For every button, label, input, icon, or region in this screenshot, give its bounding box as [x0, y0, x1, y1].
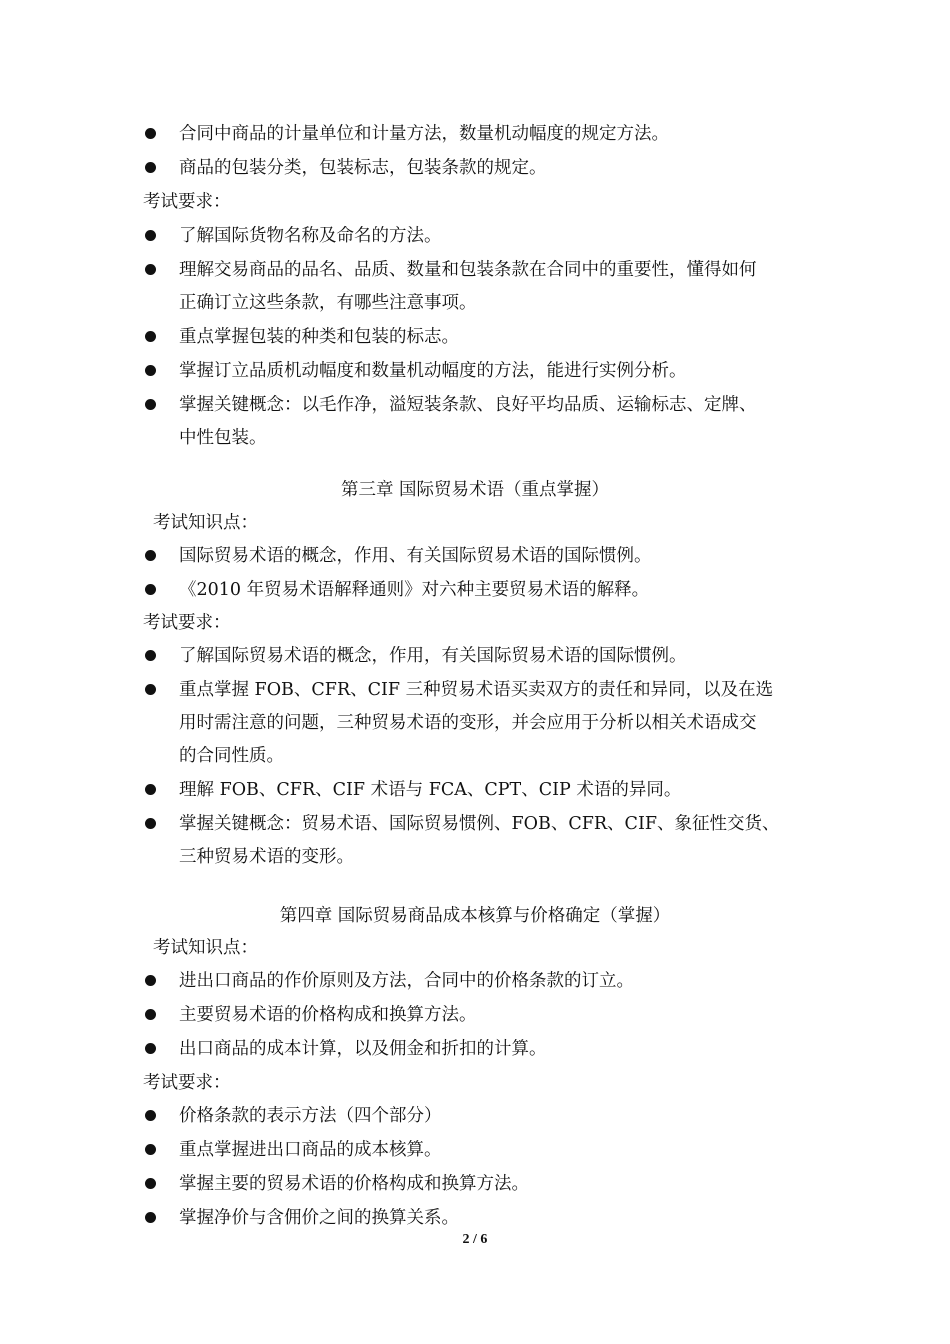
list-item-continuation: 的合同性质。 — [179, 746, 284, 766]
list-item: 了解国际贸易术语的概念，作用，有关国际贸易术语的国际惯例。 — [179, 646, 687, 666]
bullet-icon — [145, 1144, 156, 1155]
bullet-icon — [145, 128, 156, 139]
list-item: 了解国际货物名称及命名的方法。 — [179, 226, 442, 246]
exam-requirements-label: 考试要求： — [143, 192, 231, 212]
bullet-icon — [145, 230, 156, 241]
page-number: 2 / 6 — [462, 1232, 488, 1247]
list-item-continuation: 中性包装。 — [179, 428, 267, 448]
chapter-title: 第三章 国际贸易术语（重点掌握） — [340, 480, 610, 500]
list-item: 主要贸易术语的价格构成和换算方法。 — [179, 1005, 477, 1025]
bullet-icon — [145, 684, 156, 695]
list-item: 掌握主要的贸易术语的价格构成和换算方法。 — [179, 1174, 529, 1194]
list-item: 掌握净价与含佣价之间的换算关系。 — [179, 1208, 459, 1228]
list-item: 重点掌握包装的种类和包装的标志。 — [179, 327, 459, 347]
bullet-icon — [145, 550, 156, 561]
bullet-icon — [145, 584, 156, 595]
exam-knowledge-points-label: 考试知识点： — [153, 513, 258, 533]
bullet-icon — [145, 818, 156, 829]
bullet-icon — [145, 365, 156, 376]
list-item-continuation: 三种贸易术语的变形。 — [179, 847, 354, 867]
bullet-icon — [145, 1009, 156, 1020]
list-item: 理解交易商品的品名、品质、数量和包装条款在合同中的重要性，懂得如何 — [179, 260, 757, 280]
list-item: 《2010 年贸易术语解释通则》对六种主要贸易术语的解释。 — [179, 580, 650, 600]
bullet-icon — [145, 1178, 156, 1189]
exam-requirements-label: 考试要求： — [143, 613, 231, 633]
bullet-icon — [145, 1212, 156, 1223]
bullet-icon — [145, 1110, 156, 1121]
list-item: 出口商品的成本计算，以及佣金和折扣的计算。 — [179, 1039, 547, 1059]
list-item: 掌握关键概念：贸易术语、国际贸易惯例、FOB、CFR、CIF、象征性交货、 — [179, 814, 780, 834]
list-item: 掌握关键概念：以毛作净，溢短装条款、良好平均品质、运输标志、定牌、 — [179, 395, 757, 415]
exam-knowledge-points-label: 考试知识点： — [153, 938, 258, 958]
list-item: 国际贸易术语的概念，作用、有关国际贸易术语的国际惯例。 — [179, 546, 652, 566]
list-item: 商品的包装分类，包装标志，包装条款的规定。 — [179, 158, 547, 178]
bullet-icon — [145, 399, 156, 410]
list-item: 掌握订立品质机动幅度和数量机动幅度的方法，能进行实例分析。 — [179, 361, 687, 381]
bullet-icon — [145, 975, 156, 986]
bullet-icon — [145, 1043, 156, 1054]
list-item: 理解 FOB、CFR、CIF 术语与 FCA、CPT、CIP 术语的异同。 — [179, 780, 682, 800]
bullet-icon — [145, 162, 156, 173]
bullet-icon — [145, 650, 156, 661]
exam-requirements-label: 考试要求： — [143, 1073, 231, 1093]
bullet-icon — [145, 784, 156, 795]
list-item: 价格条款的表示方法（四个部分） — [179, 1106, 442, 1126]
list-item: 重点掌握 FOB、CFR、CIF 三种贸易术语买卖双方的责任和异同，以及在选 — [179, 680, 774, 700]
list-item: 合同中商品的计量单位和计量方法，数量机动幅度的规定方法。 — [179, 124, 669, 144]
bullet-icon — [145, 264, 156, 275]
chapter-title: 第四章 国际贸易商品成本核算与价格确定（掌握） — [279, 906, 671, 926]
list-item: 重点掌握进出口商品的成本核算。 — [179, 1140, 442, 1160]
list-item-continuation: 正确订立这些条款，有哪些注意事项。 — [179, 293, 477, 313]
list-item-continuation: 用时需注意的问题，三种贸易术语的变形，并会应用于分析以相关术语成交 — [179, 713, 757, 733]
list-item: 进出口商品的作价原则及方法，合同中的价格条款的订立。 — [179, 971, 634, 991]
bullet-icon — [145, 331, 156, 342]
